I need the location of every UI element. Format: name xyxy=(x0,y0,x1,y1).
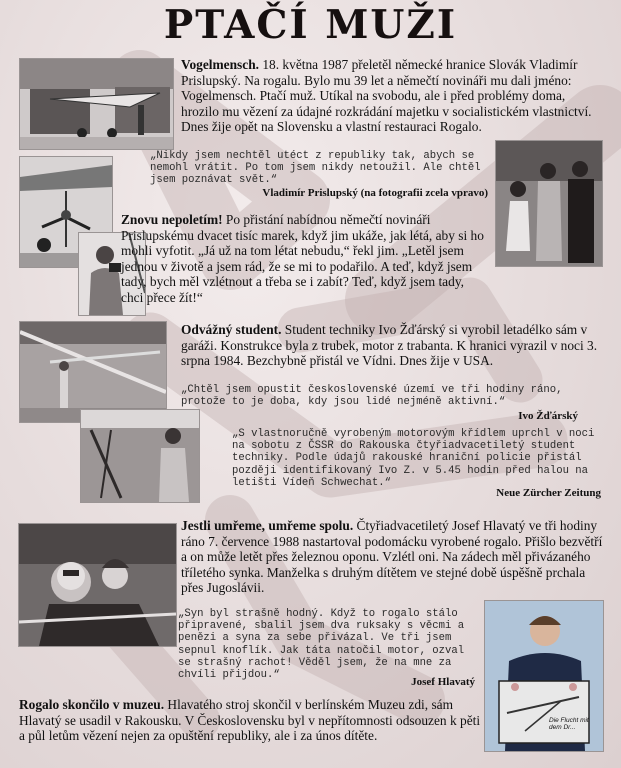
section-znovu-nepoletim-heading: Znovu nepoletím! xyxy=(121,212,223,227)
photo-hangar-rogalo-image xyxy=(20,322,166,422)
section-vogelmensch-body: 18. května 1987 přeletěl německé hranice Slovák Vladimír Prislupský. Na rogalu. Bylo mu 39 let a němečtí novináři mu dali jméno: Vogelmensch. Ptačí muž. Utíkal na svobodu, ale i před problémy doma, hrozilo mu vězení za údajné rozkrádání majetku v socialistickém vlastnictví. Dnes žije opět na Slovensku a vlastní restauraci Rogalo. xyxy=(181,57,592,135)
photo-sign-caption: Die Flucht mit dem Dr... xyxy=(549,717,589,731)
photo-ivo-zdarsky-image xyxy=(81,410,199,502)
cite-neue-zurcher: Neue Zürcher Zeitung xyxy=(496,487,601,499)
quote-prislupsky: „Nikdy jsem nechtěl utéct z republiky tak, abych se nemohl vrátit. Po tom jsem nikdy netoužil. Ale chtěl jsem poznávat svět.“ xyxy=(150,150,481,187)
photo-hangar-trike-image xyxy=(20,59,173,149)
section-odvazny-student-body: Student techniky Ivo Žďárský si vyrobil letadélko sám v garáži. Konstrukce byla z trubek, motor z trabanta. K hranici vyrazil v noci 3. srpna 1984. Bezchybně přistál ve Vídni. Dnes žije v USA. xyxy=(181,322,598,369)
section-jestli-umreme xyxy=(181,518,606,596)
photo-hlavaty-with-son xyxy=(18,523,177,647)
cite-hlavaty: Josef Hlavatý xyxy=(411,676,475,688)
section-odvazny-student xyxy=(181,322,599,369)
cite-zdarsky: Ivo Žďárský xyxy=(518,410,578,422)
quote-zdarsky: „Chtěl jsem opustit československé území ve tři hodiny ráno, protože to je doba, kdy jsou lidé nejméně aktivní.“ xyxy=(181,384,563,409)
photo-hangar-rogalo xyxy=(19,321,167,423)
photo-hangar-trike xyxy=(19,58,174,150)
photo-group-restaurant xyxy=(495,140,603,267)
section-znovu-nepoletim-body: Po přistání nabídnou němečtí novináři Prislupskému dvacet tisíc marek, když jim ukáže, jak létá, aby si ho mohli vyfotit. „Já už na tom létat nebudu,“ řekl jim. „Letěl jsem jednou v životě a jsem rád, že se mi to podařilo. A teď, když jsem tady, bych měl vzlétnout a třeba se i zabít? Teď, když jsem tady, chci přece žít!“ xyxy=(121,212,484,305)
section-jestli-umreme-heading: Jestli umřeme, umřeme spolu. xyxy=(181,518,354,533)
section-rogalo-v-muzeu-heading: Rogalo skončilo v muzeu. xyxy=(19,697,165,712)
photo-ivo-zdarsky xyxy=(80,409,200,503)
cite-prislupsky: Vladimír Prislupský (na fotografii zcela vpravo) xyxy=(262,187,488,199)
section-rogalo-v-muzeu xyxy=(19,697,481,744)
page-title: PTAČÍ MUŽI xyxy=(163,2,458,48)
section-jestli-umreme-body: Čtyřiadvacetiletý Josef Hlavatý ve tři hodiny ráno 7. července 1988 nastartoval podomácku vyrobené rogalo. Přišlo bezvětří a on může letět přes železnou oponu. Vzlétl oni. Na zádech měl přivázaného tříletého synka. Manželka s druhým dítětem ve stejné době úspěšně prchala přes Jugoslávii. xyxy=(181,518,603,596)
quote-neue-zurcher: „S vlastnoručně vyrobeným motorovým křídlem uprchl v noci na sobotu z ČSSR do Rakouska čtyřiadvacetiletý student techniky. Podle údajů rakouské hraniční policie přistál později identifikovaný Ivo Z. v 5.45 hodin před halou na letišti Vídeň Schwechat.“ xyxy=(232,428,595,489)
section-znovu-nepoletim xyxy=(121,212,486,306)
section-vogelmensch xyxy=(181,57,606,135)
section-odvazny-student-heading: Odvážný student. xyxy=(181,322,282,337)
photo-hlavaty-portrait xyxy=(484,600,604,752)
section-vogelmensch-heading: Vogelmensch. xyxy=(181,57,259,72)
section-rogalo-v-muzeu-body: Hlavatého stroj skončil v berlínském Muzeu zdi, sám Hlavatý se usadil v Rakousku. V Československu byl v nepřítomnosti odsouzen k pěti a půl letům vězení nejen za opuštění republiky, ale i za únos dítěte. xyxy=(19,697,481,744)
photo-hlavaty-with-son-image xyxy=(19,524,176,646)
quote-hlavaty: „Syn byl strašně hodný. Když to rogalo stálo připravené, sbalil jsem dva ruksaky s věcmi a penězi a syna za sebe přivázal. Ve tři jsem sepnul knoflík. Jak táta natočil motor, ozval se strašný rachot! Věděl jsem, že na mne za chvíli přijdou.“ xyxy=(178,608,465,682)
photo-group-restaurant-image xyxy=(496,141,602,266)
